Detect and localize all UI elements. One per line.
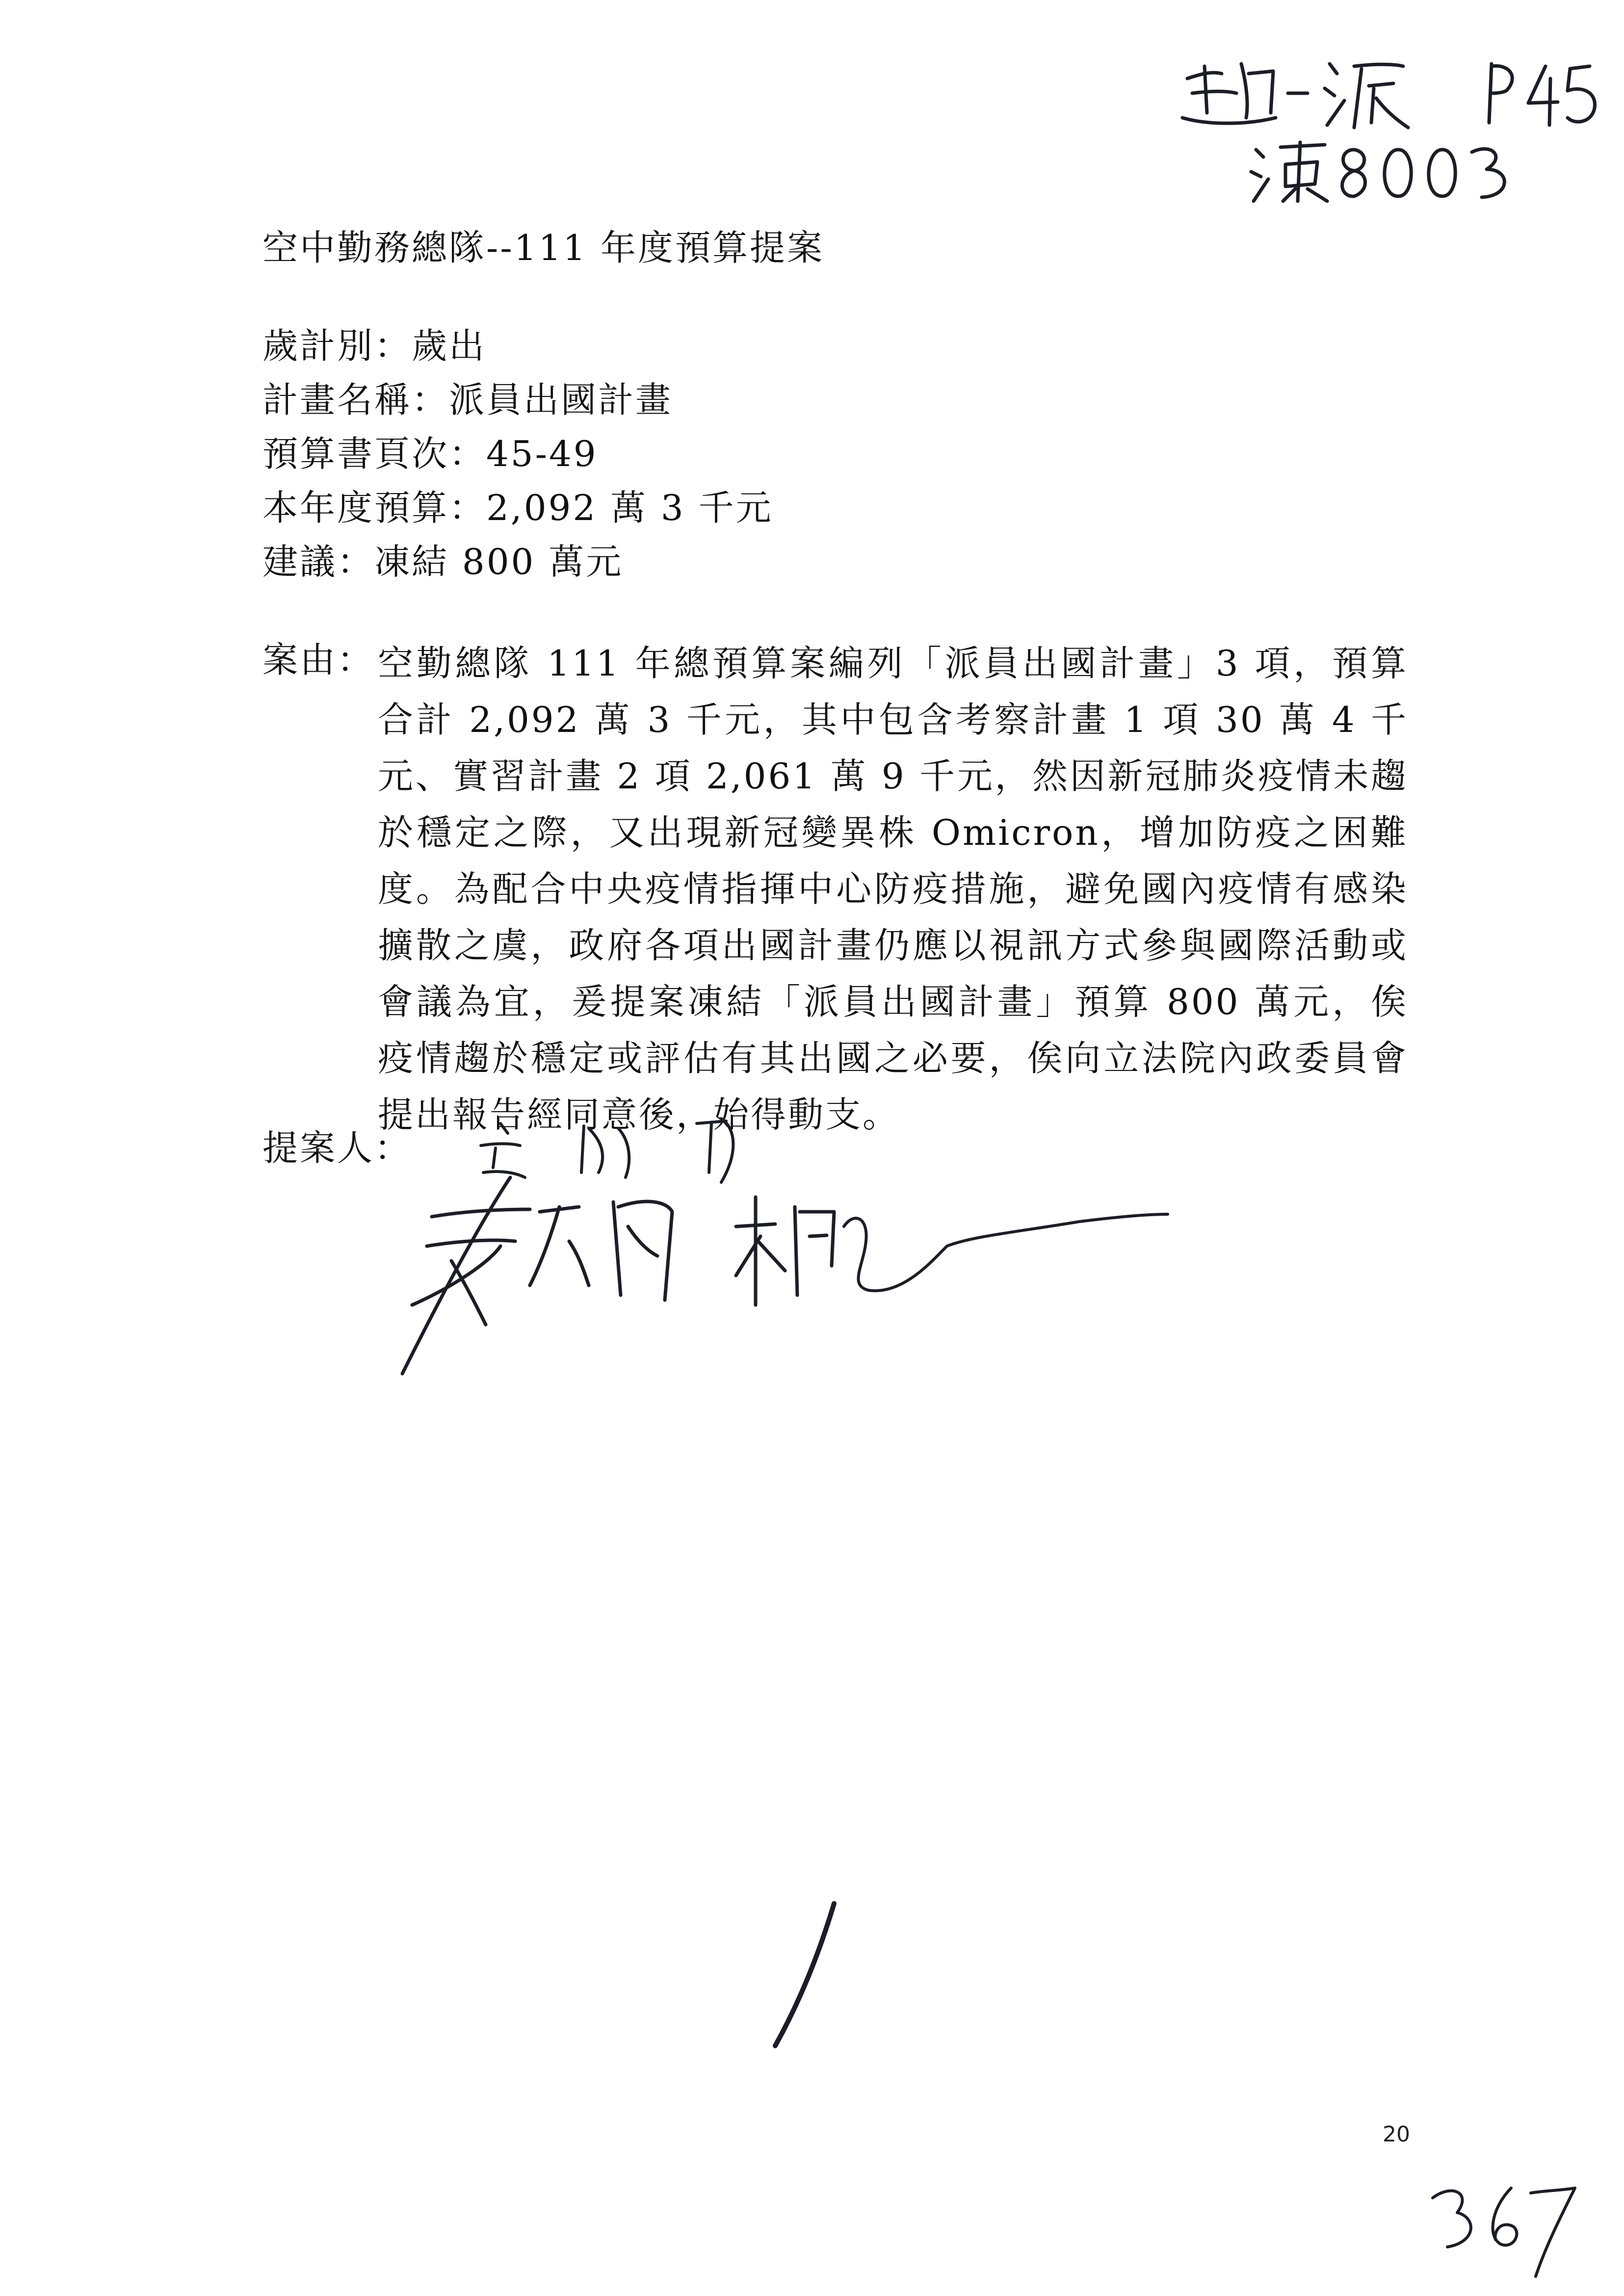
reason-label: 案由： xyxy=(262,639,375,680)
annotation-page-ref xyxy=(1489,64,1595,125)
reason-paragraph: 空勤總隊 111 年總預算案編列「派員出國計畫」3 項，預算合計 2,092 萬 3 千元，其中包含考察計畫 1 項 30 萬 4 千元、實習計畫 2 項 2,061 萬 9 千元，然因新冠肺炎疫情未趨於穩定之際，又出現新冠變異株 Omicron，增加防疫之困難度。為配合中央疫情指揮中心防疫措施，避免國內疫情有感染擴散之虞，政府各項出國計畫仍應以視訊方式參與國際活動或會議為宜，爰提案凍結「派員出國計畫」預算 800 萬元，俟疫情趨於穩定或評估有其出國之必要，俟向立法院內政委員會提出報告經同意後，始得動支。 xyxy=(378,643,1408,1135)
field-recommendation: 建議：凍結 800 萬元 xyxy=(262,541,624,582)
handwritten-annotation-top xyxy=(1168,44,1609,206)
annotation-word-freeze-amount xyxy=(1251,142,1504,201)
handwritten-page-number xyxy=(1413,2168,1590,2286)
signatures xyxy=(383,1099,1266,1393)
proposer-label: 提案人： xyxy=(262,1127,412,1169)
signature-3 xyxy=(736,1197,1168,1305)
signature-2 xyxy=(402,1177,672,1374)
annotation-word-tong-pai xyxy=(1182,64,1408,128)
field-budget-pages: 預算書頁次：45-49 xyxy=(262,433,598,474)
pen-stroke-mark xyxy=(756,1894,854,2056)
field-budget-category: 歲計別：歲出 xyxy=(262,325,487,366)
signature-1 xyxy=(481,1119,733,1182)
document-title: 空中勤務總隊--111 年度預算提案 xyxy=(262,227,824,268)
page-number: 20 xyxy=(1383,2122,1410,2147)
field-plan-name: 計畫名稱：派員出國計畫 xyxy=(262,379,673,420)
field-annual-budget: 本年度預算：2,092 萬 3 千元 xyxy=(262,487,773,528)
